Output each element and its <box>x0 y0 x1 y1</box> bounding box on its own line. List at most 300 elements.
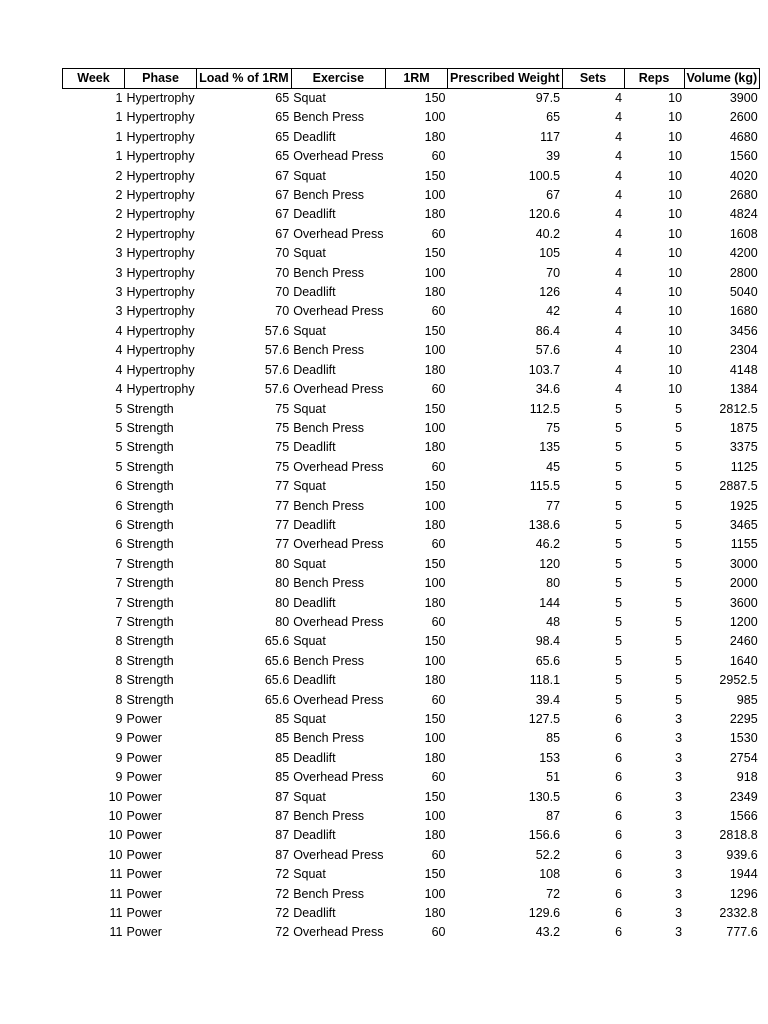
cell-load-percent: 77 <box>275 537 290 552</box>
cell-load-percent: 75 <box>275 420 290 435</box>
cell-prescribed-weight: 144 <box>539 595 561 610</box>
cell-load-percent: 65 <box>275 91 290 105</box>
cell-sets: 5 <box>615 479 623 494</box>
cell-load-percent: 57.6 <box>264 362 290 377</box>
cell-1rm: 180 <box>424 129 446 144</box>
cell-reps: 3 <box>675 886 683 901</box>
cell-load-percent: 77 <box>275 479 290 494</box>
cell-sets: 4 <box>615 343 623 358</box>
cell-phase: Hypertrophy <box>126 207 195 222</box>
cell-phase: Strength <box>126 595 174 610</box>
cell-volume: 777.6 <box>726 925 758 940</box>
cell-1rm: 150 <box>424 91 446 105</box>
cell-phase: Hypertrophy <box>126 129 195 144</box>
cell-exercise: Squat <box>293 789 326 804</box>
cell-1rm: 150 <box>424 634 446 649</box>
table-row <box>63 555 760 574</box>
cell-volume: 1640 <box>729 653 758 668</box>
cell-load-percent: 85 <box>275 731 290 746</box>
cell-phase: Hypertrophy <box>126 362 195 377</box>
cell-sets: 4 <box>615 129 623 144</box>
cell-phase: Hypertrophy <box>126 304 195 319</box>
cell-sets: 6 <box>615 770 623 785</box>
cell-volume: 2680 <box>729 188 758 203</box>
cell-exercise: Bench Press <box>293 188 365 203</box>
cell-sets: 6 <box>615 828 623 843</box>
header-week: Week <box>63 69 125 89</box>
table-row <box>63 535 760 554</box>
cell-1rm: 100 <box>424 576 446 591</box>
cell-sets: 6 <box>615 789 623 804</box>
cell-1rm: 100 <box>424 343 446 358</box>
cell-1rm: 60 <box>431 847 446 862</box>
cell-prescribed-weight: 42 <box>546 304 561 319</box>
cell-sets: 5 <box>615 653 623 668</box>
cell-prescribed-weight: 57.6 <box>535 343 561 358</box>
cell-exercise: Overhead Press <box>293 537 384 552</box>
cell-phase: Hypertrophy <box>126 226 195 241</box>
cell-volume: 2295 <box>729 712 758 726</box>
table-row <box>63 846 760 865</box>
cell-phase: Hypertrophy <box>126 149 195 164</box>
cell-load-percent: 70 <box>275 285 290 300</box>
cell-reps: 10 <box>668 323 683 338</box>
cell-load-percent: 67 <box>275 188 290 203</box>
cell-volume: 4148 <box>729 362 758 377</box>
table-row <box>63 710 760 729</box>
cell-load-percent: 67 <box>275 207 290 222</box>
cell-sets: 6 <box>615 867 623 882</box>
table-row <box>63 904 760 923</box>
cell-exercise: Bench Press <box>293 809 365 824</box>
cell-volume: 1925 <box>729 498 758 513</box>
cell-1rm: 100 <box>424 731 446 746</box>
cell-sets: 5 <box>615 614 623 629</box>
cell-volume: 4020 <box>729 168 758 183</box>
cell-week: 11 <box>109 925 123 940</box>
table-row <box>63 361 760 380</box>
cell-sets: 5 <box>615 420 623 435</box>
cell-phase: Strength <box>126 692 174 707</box>
cell-prescribed-weight: 65.6 <box>535 653 561 668</box>
cell-sets: 5 <box>615 498 623 513</box>
table-row <box>63 807 760 826</box>
table-row <box>63 768 760 787</box>
table-row <box>63 341 760 360</box>
cell-exercise: Squat <box>293 867 326 882</box>
cell-load-percent: 85 <box>275 770 290 785</box>
cell-week: 4 <box>115 343 123 358</box>
cell-exercise: Deadlift <box>293 207 336 222</box>
cell-sets: 6 <box>615 886 623 901</box>
cell-1rm: 180 <box>424 595 446 610</box>
header-1rm: 1RM <box>386 69 448 89</box>
table-row <box>63 283 760 302</box>
cell-week: 4 <box>115 323 123 338</box>
table-row <box>63 788 760 807</box>
header-phase: Phase <box>125 69 197 89</box>
cell-phase: Strength <box>126 459 174 474</box>
cell-reps: 3 <box>675 750 683 765</box>
cell-prescribed-weight: 153 <box>539 750 561 765</box>
cell-1rm: 180 <box>424 517 446 532</box>
cell-load-percent: 65 <box>275 149 290 164</box>
cell-volume: 3000 <box>729 556 758 571</box>
cell-load-percent: 72 <box>275 925 290 940</box>
cell-volume: 1608 <box>729 226 758 241</box>
cell-week: 4 <box>115 362 123 377</box>
cell-volume: 4200 <box>729 246 758 261</box>
cell-reps: 3 <box>675 770 683 785</box>
cell-phase: Strength <box>126 556 174 571</box>
cell-week: 2 <box>115 168 123 183</box>
cell-volume: 3900 <box>729 91 758 105</box>
table-row <box>63 89 760 109</box>
cell-1rm: 100 <box>424 809 446 824</box>
cell-load-percent: 72 <box>275 906 290 921</box>
table-row <box>63 671 760 690</box>
cell-prescribed-weight: 67 <box>546 188 561 203</box>
cell-phase: Power <box>126 847 162 862</box>
cell-phase: Hypertrophy <box>126 110 195 125</box>
cell-volume: 1530 <box>729 731 758 746</box>
table-row <box>63 613 760 632</box>
cell-sets: 5 <box>615 556 623 571</box>
cell-phase: Power <box>126 712 162 726</box>
cell-reps: 3 <box>675 925 683 940</box>
cell-week: 1 <box>115 110 123 125</box>
cell-sets: 4 <box>615 362 623 377</box>
cell-sets: 5 <box>615 401 623 416</box>
cell-1rm: 150 <box>424 789 446 804</box>
cell-week: 2 <box>115 207 123 222</box>
cell-load-percent: 80 <box>275 595 290 610</box>
cell-week: 3 <box>115 285 123 300</box>
header-exercise: Exercise <box>291 69 385 89</box>
cell-phase: Strength <box>126 498 174 513</box>
table-row <box>63 594 760 613</box>
cell-volume: 1200 <box>729 614 758 629</box>
cell-reps: 3 <box>675 789 683 804</box>
cell-prescribed-weight: 98.4 <box>535 634 561 649</box>
cell-1rm: 150 <box>424 401 446 416</box>
cell-load-percent: 75 <box>275 440 290 455</box>
cell-load-percent: 77 <box>275 498 290 513</box>
cell-phase: Strength <box>126 576 174 591</box>
cell-reps: 5 <box>675 556 683 571</box>
cell-exercise: Deadlift <box>293 517 336 532</box>
cell-exercise: Deadlift <box>293 828 336 843</box>
table-row <box>63 497 760 516</box>
cell-1rm: 60 <box>431 382 446 397</box>
cell-week: 10 <box>108 809 123 824</box>
cell-phase: Strength <box>126 614 174 629</box>
cell-load-percent: 75 <box>275 459 290 474</box>
cell-sets: 5 <box>615 440 623 455</box>
cell-sets: 4 <box>615 91 623 105</box>
cell-reps: 10 <box>668 226 683 241</box>
cell-sets: 4 <box>615 226 623 241</box>
cell-volume: 2952.5 <box>719 673 758 688</box>
cell-volume: 1875 <box>729 420 758 435</box>
cell-exercise: Squat <box>293 401 326 416</box>
table-row <box>63 458 760 477</box>
cell-phase: Strength <box>126 537 174 552</box>
cell-1rm: 150 <box>424 323 446 338</box>
cell-volume: 3456 <box>729 323 758 338</box>
cell-volume: 1680 <box>729 304 758 319</box>
cell-sets: 4 <box>615 382 623 397</box>
cell-exercise: Squat <box>293 634 326 649</box>
cell-reps: 3 <box>675 731 683 746</box>
cell-reps: 5 <box>675 614 683 629</box>
cell-week: 6 <box>115 537 123 552</box>
cell-volume: 3375 <box>729 440 758 455</box>
cell-prescribed-weight: 40.2 <box>535 226 561 241</box>
cell-phase: Power <box>126 828 162 843</box>
cell-load-percent: 80 <box>275 556 290 571</box>
cell-exercise: Squat <box>293 479 326 494</box>
cell-load-percent: 57.6 <box>264 343 290 358</box>
cell-exercise: Overhead Press <box>293 692 384 707</box>
cell-week: 3 <box>115 265 123 280</box>
cell-load-percent: 87 <box>275 789 290 804</box>
cell-week: 10 <box>108 789 123 804</box>
cell-volume: 2332.8 <box>719 906 758 921</box>
cell-exercise: Overhead Press <box>293 149 384 164</box>
cell-week: 9 <box>115 712 123 726</box>
cell-prescribed-weight: 112.5 <box>529 401 561 416</box>
cell-prescribed-weight: 156.6 <box>528 828 561 843</box>
cell-phase: Power <box>126 770 162 785</box>
cell-phase: Hypertrophy <box>126 265 195 280</box>
cell-week: 5 <box>115 401 123 416</box>
cell-load-percent: 70 <box>275 265 290 280</box>
cell-prescribed-weight: 86.4 <box>535 323 561 338</box>
cell-1rm: 100 <box>424 886 446 901</box>
cell-week: 6 <box>115 517 123 532</box>
cell-load-percent: 57.6 <box>264 323 290 338</box>
cell-load-percent: 67 <box>275 168 290 183</box>
cell-prescribed-weight: 118.1 <box>529 673 561 688</box>
cell-load-percent: 70 <box>275 304 290 319</box>
cell-reps: 3 <box>675 828 683 843</box>
cell-1rm: 100 <box>424 653 446 668</box>
cell-load-percent: 67 <box>275 226 290 241</box>
cell-1rm: 60 <box>431 459 446 474</box>
table-row <box>63 400 760 419</box>
cell-exercise: Bench Press <box>293 653 365 668</box>
cell-volume: 2600 <box>729 110 758 125</box>
cell-volume: 3600 <box>729 595 758 610</box>
cell-1rm: 180 <box>424 906 446 921</box>
cell-exercise: Squat <box>293 246 326 261</box>
header-prescribed-weight: Prescribed Weight <box>448 69 563 89</box>
table-row <box>63 729 760 748</box>
cell-prescribed-weight: 43.2 <box>535 925 561 940</box>
table-row <box>63 380 760 399</box>
cell-load-percent: 72 <box>275 867 290 882</box>
cell-reps: 10 <box>668 91 683 105</box>
table-row <box>63 186 760 205</box>
table-row <box>63 264 760 283</box>
cell-prescribed-weight: 127.5 <box>528 712 561 726</box>
cell-sets: 4 <box>615 246 623 261</box>
cell-load-percent: 87 <box>275 828 290 843</box>
cell-sets: 5 <box>615 673 623 688</box>
cell-reps: 10 <box>668 343 683 358</box>
cell-reps: 10 <box>668 246 683 261</box>
cell-reps: 5 <box>675 653 683 668</box>
cell-prescribed-weight: 129.6 <box>528 906 561 921</box>
cell-prescribed-weight: 45 <box>546 459 561 474</box>
cell-exercise: Overhead Press <box>293 614 384 629</box>
cell-sets: 4 <box>615 188 623 203</box>
cell-week: 2 <box>115 226 123 241</box>
cell-exercise: Deadlift <box>293 129 336 144</box>
cell-exercise: Bench Press <box>293 731 365 746</box>
cell-reps: 5 <box>675 440 683 455</box>
cell-exercise: Bench Press <box>293 576 365 591</box>
cell-1rm: 60 <box>431 925 446 940</box>
cell-reps: 10 <box>668 207 683 222</box>
cell-reps: 5 <box>675 692 683 707</box>
cell-volume: 2460 <box>729 634 758 649</box>
cell-1rm: 150 <box>424 867 446 882</box>
cell-load-percent: 85 <box>275 712 290 726</box>
cell-1rm: 180 <box>424 673 446 688</box>
cell-reps: 3 <box>675 712 683 726</box>
table-row <box>63 749 760 768</box>
cell-exercise: Overhead Press <box>293 226 384 241</box>
cell-sets: 4 <box>615 265 623 280</box>
cell-load-percent: 85 <box>275 750 290 765</box>
cell-sets: 4 <box>615 168 623 183</box>
cell-reps: 10 <box>668 129 683 144</box>
cell-reps: 10 <box>668 149 683 164</box>
header-volume: Volume (kg) <box>684 69 760 89</box>
cell-reps: 10 <box>668 285 683 300</box>
cell-reps: 10 <box>668 304 683 319</box>
cell-exercise: Squat <box>293 712 326 726</box>
cell-phase: Strength <box>126 517 174 532</box>
cell-1rm: 60 <box>431 149 446 164</box>
cell-phase: Hypertrophy <box>126 246 195 261</box>
cell-sets: 5 <box>615 595 623 610</box>
cell-1rm: 60 <box>431 537 446 552</box>
cell-load-percent: 87 <box>275 847 290 862</box>
table-row <box>63 225 760 244</box>
header-reps: Reps <box>624 69 684 89</box>
cell-load-percent: 65.6 <box>264 673 290 688</box>
cell-1rm: 100 <box>424 188 446 203</box>
cell-week: 6 <box>115 479 123 494</box>
cell-phase: Strength <box>126 653 174 668</box>
cell-volume: 2754 <box>729 750 758 765</box>
cell-exercise: Overhead Press <box>293 925 384 940</box>
cell-reps: 5 <box>675 576 683 591</box>
cell-1rm: 60 <box>431 770 446 785</box>
cell-load-percent: 65.6 <box>264 653 290 668</box>
cell-load-percent: 65 <box>275 110 290 125</box>
cell-exercise: Bench Press <box>293 498 365 513</box>
cell-sets: 4 <box>615 323 623 338</box>
cell-phase: Strength <box>126 479 174 494</box>
table-row <box>63 147 760 166</box>
header-load-percent: Load % of 1RM <box>197 69 292 89</box>
cell-week: 1 <box>115 149 123 164</box>
table-row <box>63 652 760 671</box>
cell-phase: Power <box>126 925 162 940</box>
cell-reps: 5 <box>675 401 683 416</box>
cell-prescribed-weight: 138.6 <box>528 517 561 532</box>
cell-1rm: 100 <box>424 265 446 280</box>
cell-prescribed-weight: 46.2 <box>535 537 561 552</box>
cell-phase: Strength <box>126 401 174 416</box>
cell-1rm: 60 <box>431 304 446 319</box>
cell-week: 7 <box>115 556 123 571</box>
cell-phase: Power <box>126 789 162 804</box>
table-row <box>63 885 760 904</box>
cell-phase: Strength <box>126 634 174 649</box>
cell-volume: 918 <box>736 770 758 785</box>
cell-prescribed-weight: 105 <box>539 246 561 261</box>
cell-exercise: Deadlift <box>293 285 336 300</box>
cell-exercise: Squat <box>293 323 326 338</box>
cell-1rm: 60 <box>431 614 446 629</box>
cell-sets: 5 <box>615 517 623 532</box>
cell-sets: 4 <box>615 149 623 164</box>
cell-prescribed-weight: 135 <box>539 440 561 455</box>
table-row <box>63 108 760 127</box>
cell-volume: 2887.5 <box>719 479 758 494</box>
table-row <box>63 632 760 651</box>
cell-phase: Strength <box>126 673 174 688</box>
table-row <box>63 302 760 321</box>
table-row <box>63 419 760 438</box>
table-row <box>63 322 760 341</box>
cell-prescribed-weight: 108 <box>539 867 561 882</box>
table-row <box>63 923 760 942</box>
cell-week: 10 <box>108 828 123 843</box>
table-row <box>63 516 760 535</box>
cell-phase: Power <box>126 886 162 901</box>
cell-week: 11 <box>109 906 123 921</box>
cell-load-percent: 87 <box>275 809 290 824</box>
cell-phase: Hypertrophy <box>126 343 195 358</box>
cell-volume: 1125 <box>730 459 758 474</box>
cell-load-percent: 65.6 <box>264 634 290 649</box>
cell-volume: 1566 <box>729 809 758 824</box>
cell-sets: 5 <box>615 459 623 474</box>
header-row <box>63 69 760 89</box>
cell-sets: 5 <box>615 692 623 707</box>
cell-1rm: 100 <box>424 498 446 513</box>
cell-volume: 1384 <box>729 382 758 397</box>
table-row <box>63 865 760 884</box>
cell-load-percent: 65.6 <box>264 692 290 707</box>
cell-exercise: Deadlift <box>293 750 336 765</box>
cell-prescribed-weight: 87 <box>546 809 561 824</box>
cell-volume: 2818.8 <box>719 828 758 843</box>
cell-phase: Hypertrophy <box>126 285 195 300</box>
cell-1rm: 180 <box>424 828 446 843</box>
cell-reps: 5 <box>675 459 683 474</box>
table-row <box>63 574 760 593</box>
cell-reps: 5 <box>675 517 683 532</box>
cell-week: 7 <box>115 576 123 591</box>
cell-load-percent: 70 <box>275 246 290 261</box>
